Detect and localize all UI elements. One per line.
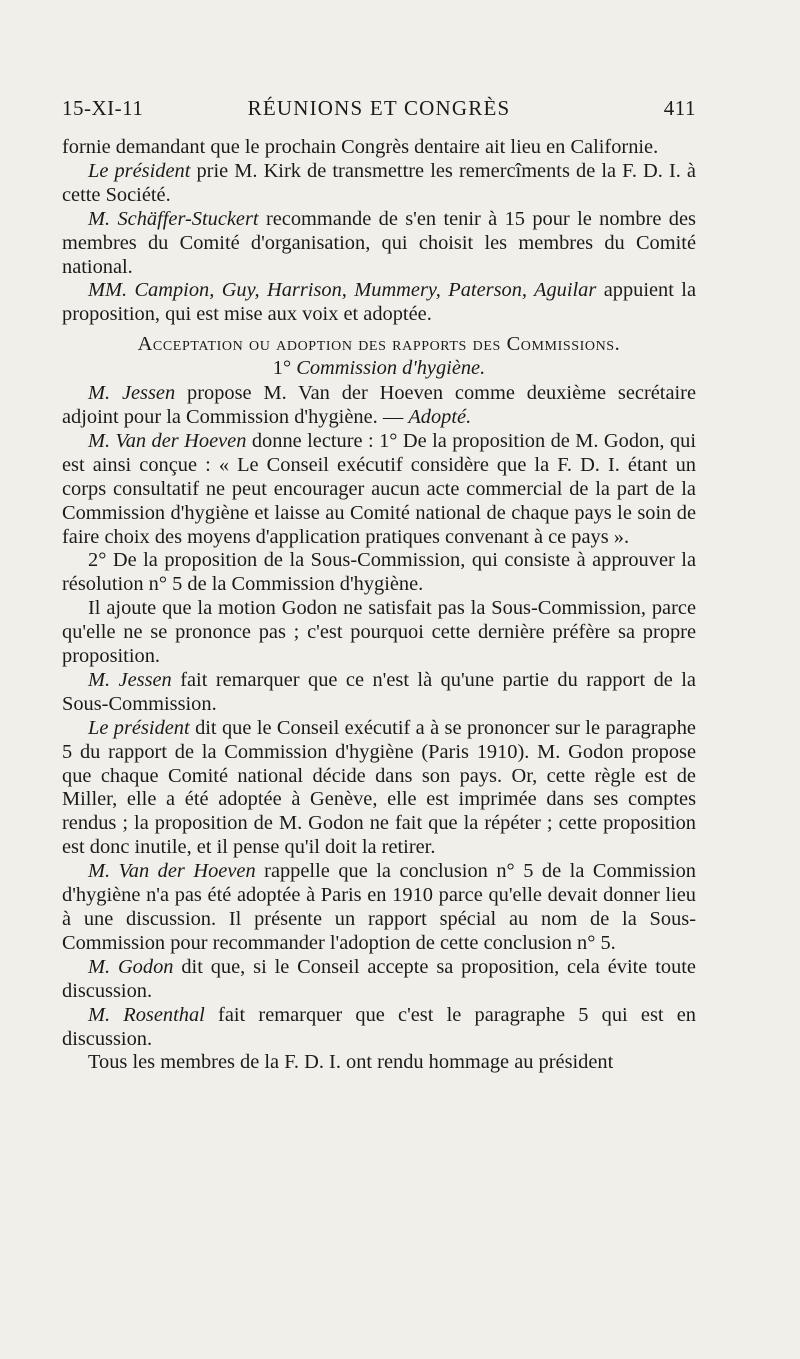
paragraph: [62, 549, 696, 597]
italic-text: Le président: [88, 716, 190, 739]
italic-text: M. Schäffer-Stuckert: [88, 207, 259, 230]
italic-text: Commission d'hygiène.: [296, 357, 486, 380]
italic-text: M. Jessen: [88, 668, 172, 691]
text-run: fait remarquer que ce n'est là qu'une partie du rapport de la Sous-Commission.: [62, 668, 696, 715]
italic-text: Adopté.: [408, 405, 472, 428]
paragraph: [62, 717, 696, 860]
paragraph: [62, 208, 696, 280]
text-run: fornie demandant que le prochain Congrès dentaire ait lieu en Californie.: [62, 136, 659, 158]
italic-text: Le président: [88, 159, 191, 182]
italic-text: MM. Campion, Guy, Harrison, Mummery, Paterson, Aguilar: [88, 279, 597, 302]
paragraph: [62, 956, 696, 1004]
text-run: 1°: [272, 357, 297, 380]
paragraph: [62, 382, 696, 430]
paragraph-continuation: [62, 136, 696, 160]
paragraph: [62, 430, 696, 550]
text-run: propose M. Van der Hoeven comme deuxième secrétaire adjoint pour la Commission d'hygiène. —: [62, 382, 697, 428]
paragraph: [62, 1051, 696, 1075]
text-run: Il ajoute que la motion Godon ne satisfait pas la Sous-Commission, parce qu'elle ne se prononce pas ; c'est pourquoi cette dernière préfère sa propre proposition.: [62, 597, 696, 668]
italic-text: M. Rosenthal: [88, 1003, 205, 1026]
text-run: prie M. Kirk de transmettre les remercîments de la F. D. I. à cette Société.: [62, 159, 696, 206]
page-number: 411: [663, 96, 696, 120]
paragraph: [62, 597, 696, 669]
running-header: [62, 96, 696, 130]
header-title: RÉUNIONS ET CONGRÈS: [247, 96, 511, 120]
italic-text: M. Van der Hoeven: [88, 860, 256, 883]
text-run: donne lecture : 1° De la proposition de M. Godon, qui est ainsi conçue : « Le Conseil exécutif considère que la F. D. I. étant un corps consultatif ne peut encourager aucun acte commercial de la part de la Commission d'hygiène et laisse au Comité national de chaque pays le soin de faire choix des moyens d'application pratiques convenant à ce pays ».: [62, 429, 696, 548]
text-run: fait remarquer que c'est le paragraphe 5 qui est en discussion.: [62, 1003, 697, 1050]
subsection-heading: [62, 357, 696, 381]
paragraph: [62, 669, 696, 717]
text-run: appuient la proposition, qui est mise aux voix et adoptée.: [62, 279, 697, 326]
text-run: dit que le Conseil exécutif a à se prononcer sur le paragraphe 5 du rapport de la Commission d'hygiène (Paris 1910). M. Godon propose que chaque Comité national décide dans son pays. Or, cette règle est de Miller, elle a été adoptée à Genève, elle est imprimée dans ses comptes rendus ; la proposition de M. Godon ne fait que la répéter ; cette proposition est donc inutile, et il pense qu'il doit la retirer.: [62, 716, 696, 859]
body-text: [62, 136, 696, 1075]
header-date: 15-XI-11: [62, 96, 144, 120]
section-heading: [62, 333, 696, 357]
text-run: recommande de s'en tenir à 15 pour le nombre des membres du Comité d'organisation, qui choisit les membres du Comité national.: [62, 207, 696, 278]
italic-text: M. Godon: [88, 955, 174, 978]
text-run: dit que, si le Conseil accepte sa proposition, cela évite toute discussion.: [62, 955, 696, 1002]
italic-text: M. Van der Hoeven: [88, 429, 247, 452]
paragraph: [62, 160, 696, 208]
paragraph: [62, 860, 696, 956]
paragraph: [62, 279, 696, 327]
paragraph: [62, 1004, 696, 1052]
text-run: Tous les membres de la F. D. I. ont rendu hommage au président: [88, 1051, 614, 1074]
text-run: 2° De la proposition de la Sous-Commission, qui consiste à approuver la résolution n° 5 de la Commission d'hygiène.: [62, 549, 696, 596]
text-run: rappelle que la conclusion n° 5 de la Commission d'hygiène n'a pas été adoptée à Paris en 1910 parce qu'elle devait donner lieu à une discussion. Il présente un rapport spécial au nom de la Sous-Commission pour recommander l'adoption de cette conclusion n° 5.: [62, 860, 696, 954]
text-run: Acceptation ou adoption des rapports des Commissions.: [137, 333, 621, 356]
italic-text: M. Jessen: [88, 382, 176, 405]
